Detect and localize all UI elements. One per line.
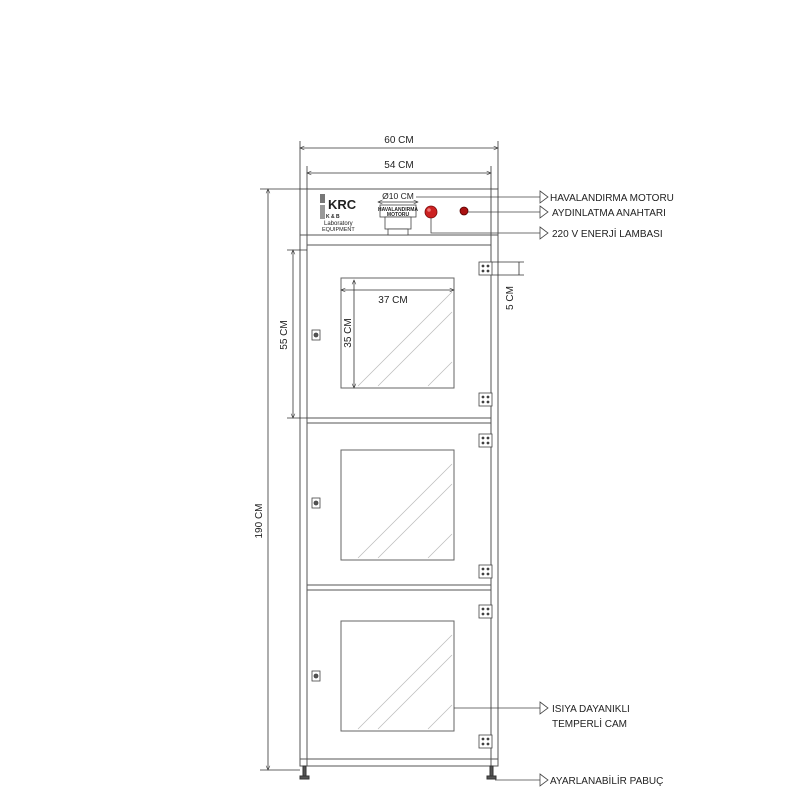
door-middle[interactable] bbox=[307, 585, 491, 590]
logo-mark: KRC bbox=[328, 197, 357, 212]
motor-diameter-dimension bbox=[378, 191, 418, 202]
dim-35-label: 35 CM bbox=[343, 318, 354, 348]
dim-190-label: 190 CM bbox=[254, 503, 265, 539]
motor-label-line2: MOTORU bbox=[386, 212, 410, 218]
cabinet-outline bbox=[300, 189, 498, 766]
hinges bbox=[479, 262, 492, 748]
hinge-icon bbox=[479, 393, 492, 406]
door-top[interactable] bbox=[307, 418, 491, 423]
power-lamp bbox=[425, 206, 437, 218]
logo bbox=[320, 194, 357, 233]
ventilation-motor bbox=[378, 205, 418, 235]
hinge-icon bbox=[479, 262, 492, 275]
logo-sub-mark: K & B bbox=[326, 214, 340, 220]
callout-light-switch: AYDINLATMA ANAHTARI bbox=[552, 208, 666, 219]
motor-diameter-label: Ø10 CM bbox=[382, 191, 414, 201]
hinge-icon bbox=[479, 605, 492, 618]
dim-54-label: 54 CM bbox=[384, 160, 414, 171]
hinge-icon bbox=[479, 565, 492, 578]
motor-label-line1: HAVALANDIRMA bbox=[377, 207, 419, 213]
hinge-icon bbox=[479, 434, 492, 447]
glass-panel-bottom bbox=[341, 621, 454, 731]
hinge-icon bbox=[479, 735, 492, 748]
dim-60-label: 60 CM bbox=[384, 135, 414, 146]
cabinet-body bbox=[300, 189, 498, 766]
adjustable-foot-icon bbox=[487, 766, 496, 779]
callout-glass-line1: ISIYA DAYANIKLI bbox=[552, 704, 630, 715]
logo-line1: Laboratory bbox=[324, 221, 353, 227]
dim-55-label: 55 CM bbox=[279, 320, 290, 350]
light-switch[interactable] bbox=[460, 207, 468, 215]
door-lock-icon[interactable] bbox=[312, 498, 320, 508]
callout-motor: HAVALANDIRMA MOTORU bbox=[550, 193, 674, 204]
callout-feet: AYARLANABİLİR PABUÇ bbox=[550, 776, 664, 787]
door-lock-icon[interactable] bbox=[312, 671, 320, 681]
callout-leaders bbox=[416, 191, 548, 786]
door-lock-icon[interactable] bbox=[312, 330, 320, 340]
dim-5-label: 5 CM bbox=[505, 286, 516, 310]
dim-37-label: 37 CM bbox=[378, 295, 408, 306]
logo-line2: EQUIPMENT bbox=[322, 227, 355, 233]
glass-panel-middle bbox=[341, 450, 454, 560]
adjustable-foot-icon bbox=[300, 766, 309, 779]
callout-glass-line2: TEMPERLİ CAM bbox=[552, 719, 628, 730]
callout-power-lamp: 220 V ENERJİ LAMBASI bbox=[552, 229, 663, 240]
